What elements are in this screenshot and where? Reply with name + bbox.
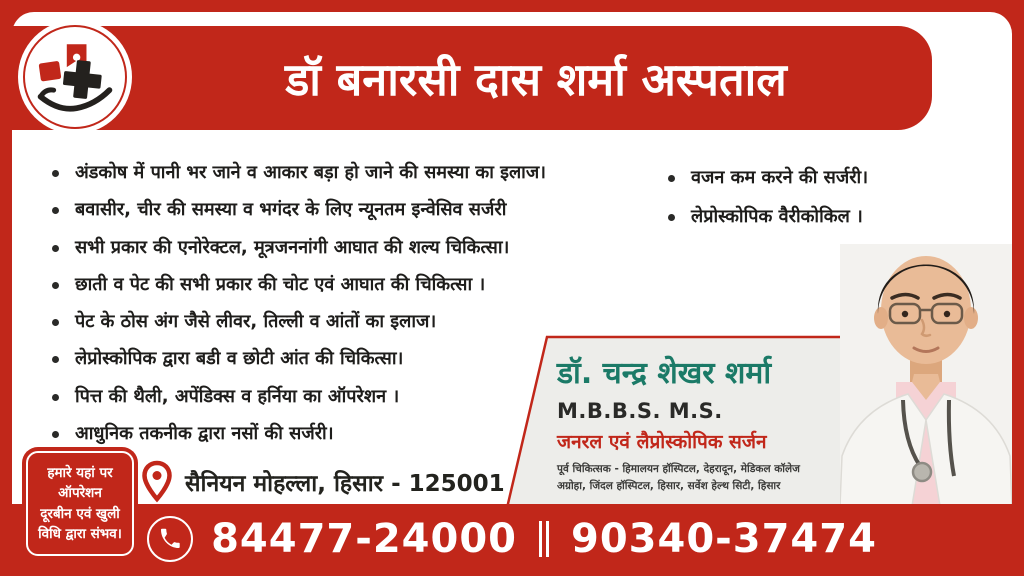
doctor-experience-line: पूर्व चिकित्सक - हिमालयन हॉस्पिटल, देहरादून, मेडिकल कॉलेज	[557, 463, 800, 475]
bullet-icon	[52, 245, 59, 252]
service-text: पित्त की थैली, अपेंडिक्स व हर्निया का ऑपरेशन ।	[75, 385, 400, 407]
bullet-icon	[52, 319, 59, 326]
bullet-icon	[52, 170, 59, 177]
phone-number-2: 90340-37474	[571, 516, 877, 562]
doctor-photo	[840, 214, 1012, 506]
list-item	[52, 198, 546, 222]
list-item	[668, 205, 868, 229]
phone-number-1: 84477-24000	[211, 516, 517, 562]
doctor-degrees: M.B.B.S. M.S.	[557, 399, 723, 423]
service-text: लेप्रोस्कोपिक वैरीकोकिल ।	[691, 206, 863, 228]
service-text: पेट के ठोस अंग जैसे लीवर, तिल्ली व आंतों का इलाज।	[75, 311, 437, 333]
doctor-experience	[557, 461, 869, 495]
bullet-icon	[52, 356, 59, 363]
service-text: सभी प्रकार की एनोरेक्टल, मूत्रजननांगी आघात की शल्य चिकित्सा।	[75, 236, 510, 258]
bullet-icon	[668, 175, 675, 182]
note-line: विधि द्वारा संभव।	[38, 525, 122, 542]
service-text: आधुनिक तकनीक द्वारा नसों की सर्जरी।	[75, 423, 334, 445]
hospital-logo	[18, 20, 132, 134]
service-text: वजन कम करने की सर्जरी।	[691, 167, 869, 188]
address-text: सैनियन मोहल्ला, हिसार - 125001	[185, 471, 505, 497]
phone-separator	[539, 521, 549, 557]
note-line: हमारे यहां पर	[47, 465, 113, 481]
operation-note-box	[22, 447, 138, 560]
service-text: बवासीर, चीर की समस्या व भगंदर के लिए न्यूनतम इन्वेसिव सर्जरी	[75, 199, 507, 221]
note-line: ऑपरेशन	[58, 485, 102, 502]
bullet-icon	[52, 431, 59, 438]
doctor-name: डॉ. चन्द्र शेखर शर्मा	[557, 356, 772, 391]
bullet-icon	[668, 214, 675, 221]
note-line: दूरबीन एवं खुली	[40, 505, 120, 522]
list-item	[52, 347, 546, 371]
bullet-icon	[52, 282, 59, 289]
hospital-title: डॉ बनारसी दास शर्मा अस्पताल	[285, 52, 787, 106]
list-item	[668, 166, 868, 190]
doctor-info	[557, 351, 887, 495]
phone-bar	[0, 504, 1024, 576]
address-row	[142, 458, 505, 506]
list-item	[52, 385, 546, 409]
list-item	[52, 161, 546, 185]
doctor-specialty: जनरल एवं लैप्रोस्कोपिक सर्जन	[557, 431, 767, 453]
list-item	[52, 273, 546, 297]
operation-note-text	[26, 451, 134, 556]
list-item	[52, 422, 546, 446]
bullet-icon	[52, 394, 59, 401]
list-item	[52, 236, 546, 260]
service-text: अंडकोष में पानी भर जाने व आकार बड़ा हो जाने की समस्या का इलाज।	[75, 162, 547, 183]
cross-hand-logo-icon	[34, 36, 116, 118]
bullet-icon	[52, 207, 59, 214]
service-text: छाती व पेट की सभी प्रकार की चोट एवं आघात की चिकित्सा ।	[75, 273, 486, 295]
list-item	[52, 310, 546, 334]
phone-icon	[147, 516, 193, 562]
location-pin-icon	[142, 460, 172, 504]
service-text: लेप्रोस्कोपिक द्वारा बडी व छोटी आंत की चिकित्सा।	[75, 348, 404, 370]
services-list-left	[52, 161, 546, 446]
doctor-experience-line: अग्रोहा, जिंदल हॉस्पिटल, हिसार, सर्वेश हेल्थ सिटी, हिसार	[557, 479, 781, 492]
services-list-right	[668, 166, 868, 230]
